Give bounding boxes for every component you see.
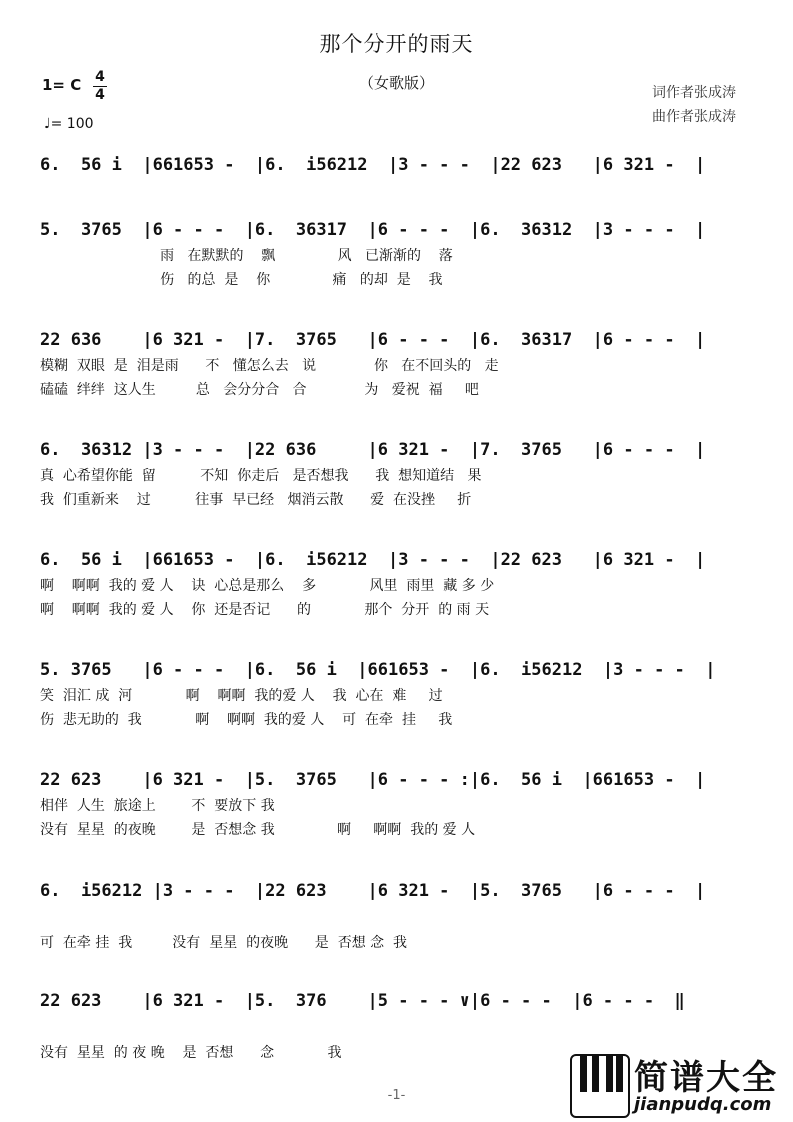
piano-keys-icon (570, 1054, 630, 1118)
lyricist-credit: 词作者张成涛 (652, 85, 736, 101)
notation-line: 6. i56212 |3 - - - |22 623 |6 321 - |5. 3765 |6 - - - | (40, 881, 706, 901)
lyric-line: 雨 在默默的 飘 风 已渐渐的 落 (40, 248, 453, 264)
lyric-line: 模糊 双眼 是 泪是雨 不 懂怎么去 说 你 在不回头的 走 (40, 358, 499, 374)
lyric-line: 真 心希望你能 留 不知 你走后 是否想我 我 想知道结 果 (40, 468, 482, 484)
notation-line: 5. 3765 |6 - - - |6. 56 i |661653 - |6. i56212 |3 - - - | (40, 660, 716, 680)
notation-line: 22 623 |6 321 - |5. 3765 |6 - - - :|6. 56 i |661653 - | (40, 770, 706, 790)
song-title: 那个分开的雨天 (319, 32, 474, 56)
notation-line: 22 636 |6 321 - |7. 3765 |6 - - - |6. 36317 |6 - - - | (40, 330, 706, 350)
notation-line: 6. 56 i |661653 - |6. i56212 |3 - - - |22 623 |6 321 - | (40, 155, 706, 175)
logo-brand-text: 简谱大全 (634, 1058, 778, 1098)
meter-top: 4 (95, 69, 105, 85)
time-signature (93, 70, 107, 103)
composer-credit: 曲作者张成涛 (652, 109, 736, 125)
logo-url-text: jianpudq.com (634, 1094, 772, 1115)
page-number: -1- (387, 1088, 406, 1103)
meter-bottom: 4 (95, 87, 105, 103)
lyric-line: 没有 星星 的 夜 晚 是 否想 念 我 (40, 1045, 342, 1061)
lyric-line: 相伴 人生 旅途上 不 要放下 我 (40, 798, 275, 814)
notation-line: 6. 56 i |661653 - |6. i56212 |3 - - - |22 623 |6 321 - | (40, 550, 706, 570)
lyric-line: 可 在牵 挂 我 没有 星星 的夜晚 是 否想 念 我 (40, 935, 408, 951)
tempo-marking: ♩= 100 (44, 116, 94, 132)
notation-line: 22 623 |6 321 - |5. 376 |5 - - - ∨|6 - - - |6 - - - ‖ (40, 991, 685, 1011)
lyric-line: 伤 悲无助的 我 啊 啊啊 我的爱 人 可 在牵 挂 我 (40, 712, 453, 728)
lyric-line: 啊 啊啊 我的 爱 人 你 还是否记 的 那个 分开 的 雨 天 (40, 602, 490, 618)
site-logo (570, 1050, 790, 1120)
notation-line: 6. 36312 |3 - - - |22 636 |6 321 - |7. 3765 |6 - - - | (40, 440, 706, 460)
lyric-line: 磕磕 绊绊 这人生 总 会分分合 合 为 爱祝 福 吧 (40, 382, 479, 398)
notation-line: 5. 3765 |6 - - - |6. 36317 |6 - - - |6. 36312 |3 - - - | (40, 220, 706, 240)
lyric-line: 我 们重新来 过 往事 早已经 烟消云散 爱 在没挫 折 (40, 492, 472, 508)
key-signature: 1= C (42, 76, 82, 94)
lyric-line: 伤 的总 是 你 痛 的却 是 我 (40, 272, 443, 288)
lyric-line: 啊 啊啊 我的 爱 人 诀 心总是那么 多 风里 雨里 藏 多 少 (40, 578, 495, 594)
song-subtitle: （女歌版） (358, 74, 434, 92)
lyric-line: 没有 星星 的夜晚 是 否想念 我 啊 啊啊 我的 爱 人 (40, 822, 476, 838)
lyric-line: 笑 泪汇 成 河 啊 啊啊 我的爱 人 我 心在 难 过 (40, 688, 443, 704)
